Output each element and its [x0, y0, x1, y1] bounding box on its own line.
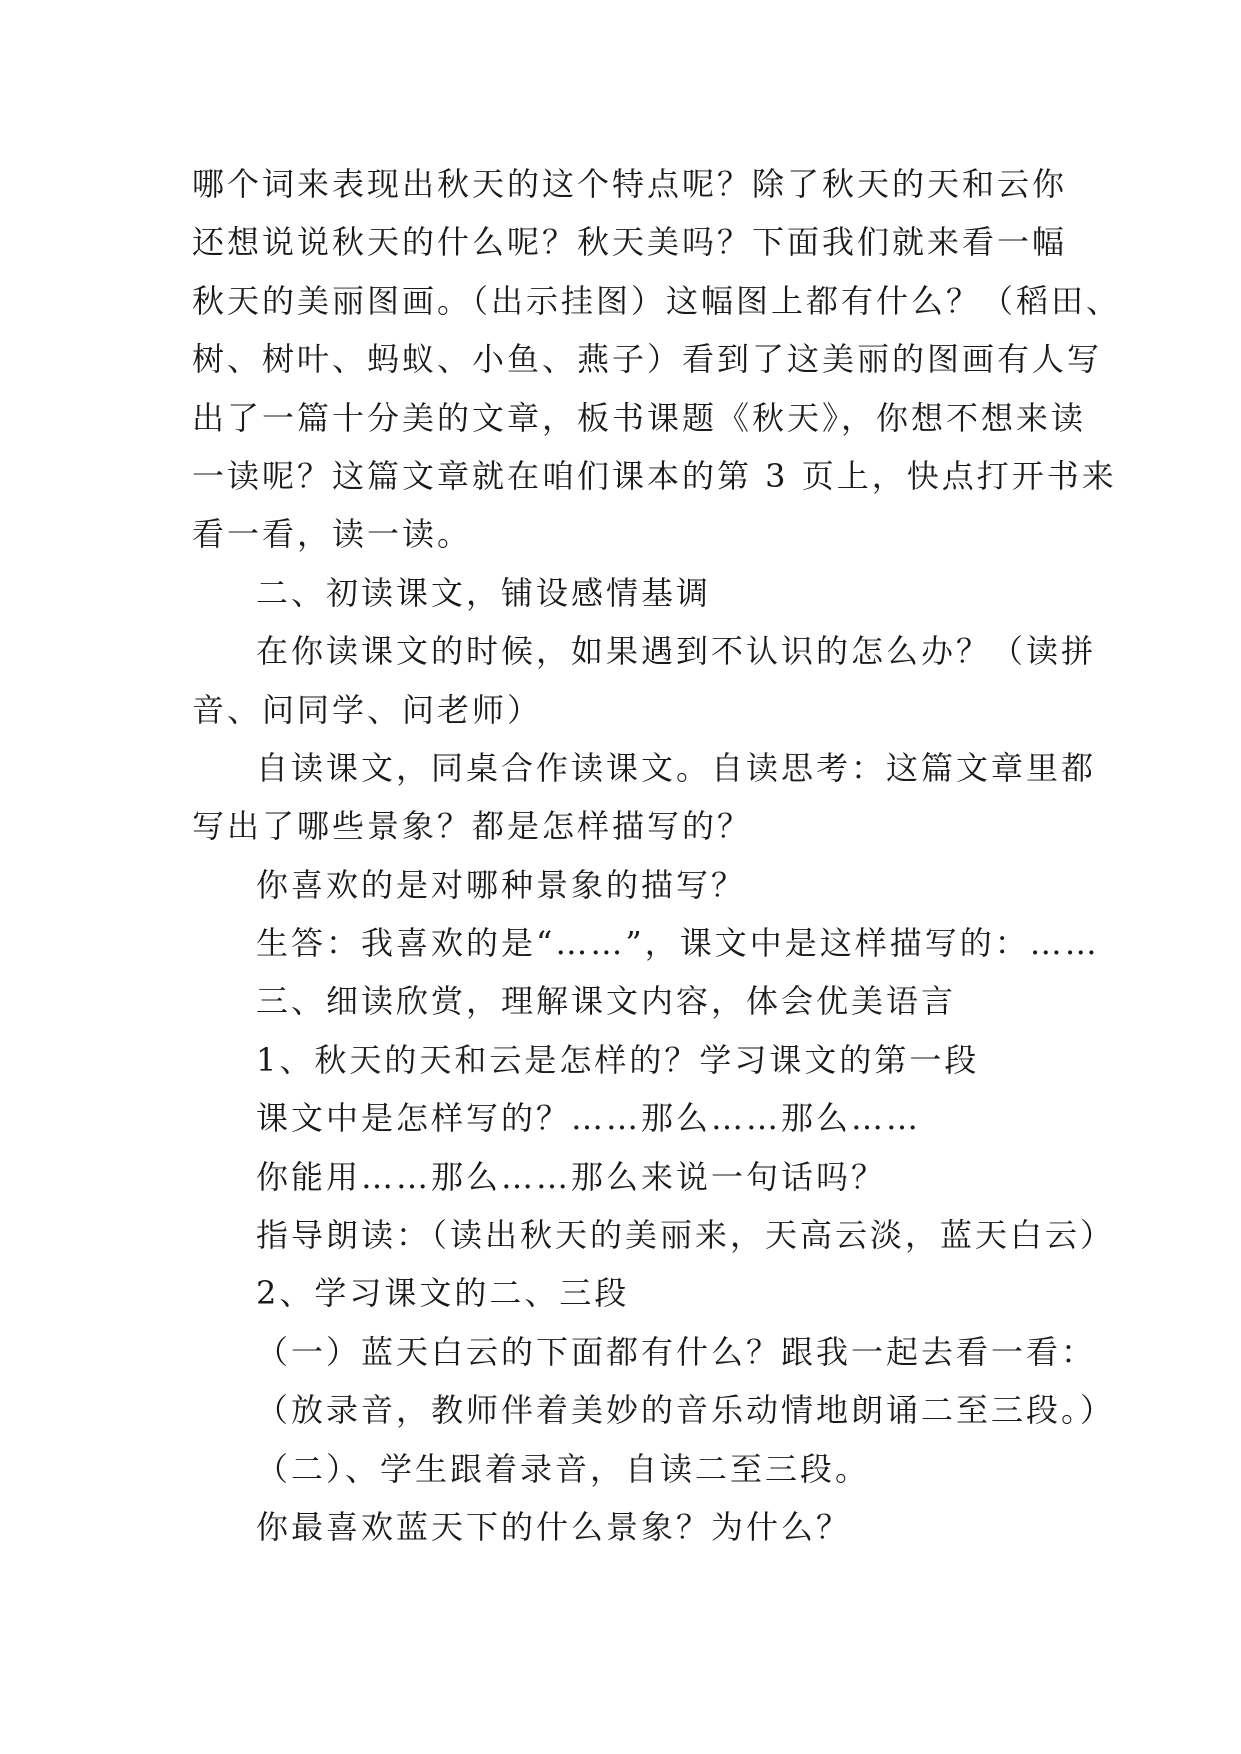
paragraph-line: （二）、学生跟着录音，自读二至三段。: [256, 1449, 871, 1488]
paragraph-line: （一）蓝天白云的下面都有什么？跟我一起去看一看：: [256, 1332, 1097, 1371]
subsection-heading: 1、秋天的天和云是怎样的？学习课文的第一段: [256, 1040, 980, 1079]
paragraph-line: 看一看，读一读。: [192, 515, 473, 554]
paragraph-line: （放录音，教师伴着美妙的音乐动情地朗诵二至三段。）: [256, 1391, 1116, 1430]
paragraph-line: 在你读课文的时候，如果遇到不认识的怎么办？（读拼: [256, 632, 1097, 671]
section-heading: 三、细读欣赏，理解课文内容，体会优美语言: [256, 982, 957, 1021]
paragraph-line: 音、问同学、问老师）: [192, 690, 543, 729]
paragraph-line: 出了一篇十分美的文章，板书课题《秋天》，你想不想来读: [192, 398, 1087, 437]
paragraph-line: 树、树叶、蚂蚁、小鱼、燕子）看到了这美丽的图画有人写: [192, 340, 1103, 379]
section-heading: 二、初读课文，铺设感情基调: [256, 573, 712, 612]
paragraph-line: 指导朗读：（读出秋天的美丽来，天高云淡，蓝天白云）: [256, 1216, 1116, 1255]
paragraph-line: 课文中是怎样写的？……那么……那么……: [256, 1099, 922, 1138]
paragraph-line: 你能用……那么……那么来说一句话吗？: [256, 1157, 887, 1196]
paragraph-line: 一读呢？这篇文章就在咱们课本的第 3 页上，快点打开书来: [192, 456, 1117, 495]
paragraph-line: 你喜欢的是对哪种景象的描写？: [256, 865, 747, 904]
paragraph-line: 还想说说秋天的什么呢？秋天美吗？下面我们就来看一幅: [192, 223, 1068, 262]
subsection-heading: 2、学习课文的二、三段: [256, 1274, 630, 1313]
paragraph-line: 写出了哪些景象？都是怎样描写的？: [192, 807, 753, 846]
paragraph-line: 生答：我喜欢的是“……”，课文中是这样描写的：……: [256, 924, 1100, 963]
paragraph-line: 秋天的美丽图画。（出示挂图）这幅图上都有什么？（稻田、: [192, 281, 1122, 320]
document-body: [192, 155, 1122, 1556]
paragraph-line: 自读课文，同桌合作读课文。自读思考：这篇文章里都: [256, 748, 1097, 787]
paragraph-line: 哪个词来表现出秋天的这个特点呢？除了秋天的天和云你: [192, 165, 1068, 203]
paragraph-line: 你最喜欢蓝天下的什么景象？为什么？: [256, 1507, 852, 1546]
